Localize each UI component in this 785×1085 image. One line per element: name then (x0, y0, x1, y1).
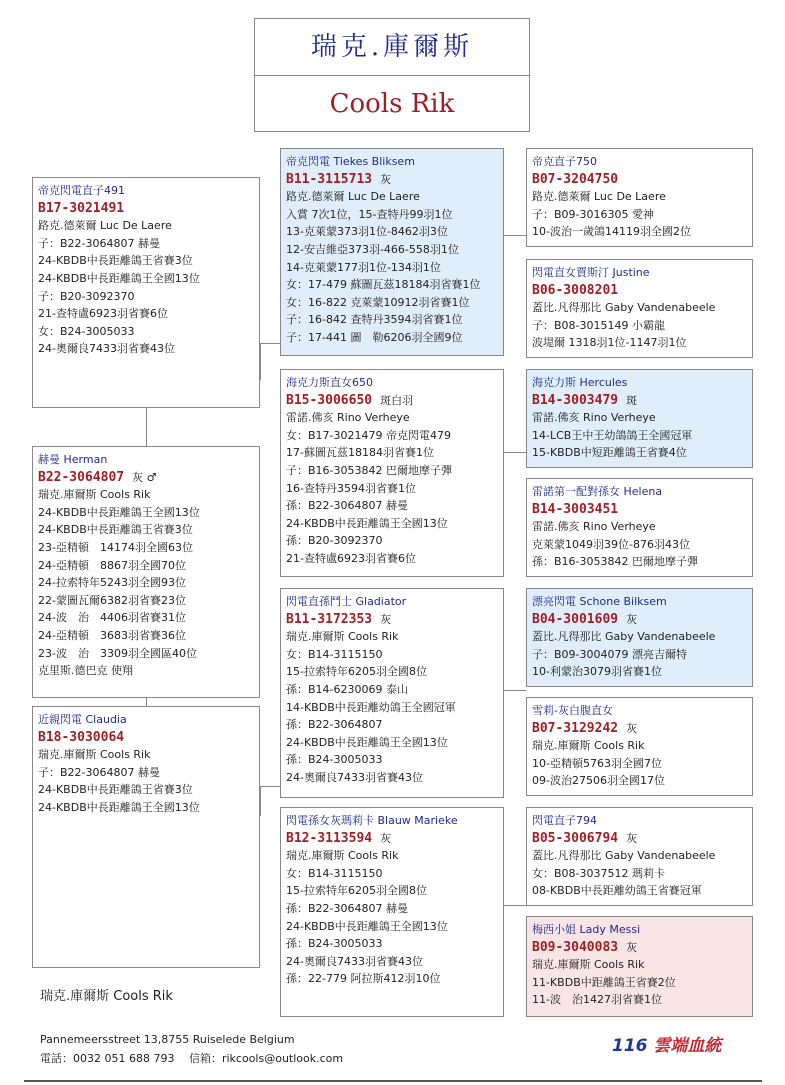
pigeon-name: 閃電直孫鬥士 Gladiator (286, 595, 407, 608)
sire-box (32, 177, 260, 408)
ring-number: B17-3021491 (38, 200, 125, 216)
pigeon-name: 漂亮閃電 Schone Bilksem (532, 595, 667, 608)
great-grandsire-4-box (526, 807, 753, 906)
plumage-color: 灰 ♂ (132, 470, 157, 484)
granddam-2-box (280, 807, 504, 1017)
pedigree-line: 子：B22-3064807 赫曼 (38, 765, 160, 779)
pedigree-line: 子：B09-3016305 愛神 (532, 207, 654, 221)
connector-line (260, 343, 261, 380)
pigeon-name: 帝克閃電直子491 (38, 184, 125, 197)
pedigree-line: 孫：B16-3053842 巴爾地摩子彈 (532, 555, 698, 569)
connector-line (146, 408, 147, 446)
pigeon-name: 閃電孫女灰瑪莉卡 Blauw Marieke (286, 814, 458, 827)
ring-number: B07-3129242 (532, 720, 619, 736)
plumage-color: 灰 (380, 612, 392, 626)
pedigree-line: 子：16-842 查特丹3594羽省賽1位 (286, 313, 463, 327)
pedigree-line: 路克.德萊爾 Luc De Laere (38, 219, 172, 233)
pedigree-line: 12-安吉維亞373羽-466-558羽1位 (286, 242, 459, 256)
pedigree-line: 雷諾.佛亥 Rino Verheye (532, 520, 656, 534)
ring-number: B22-3064807 (38, 469, 125, 485)
pedigree-line: 10-亞精頓5763羽全國7位 (532, 756, 662, 770)
plumage-color: 灰 (626, 612, 638, 626)
connector-line (504, 452, 526, 453)
pedigree-line: 13-克萊蒙373羽1位-8462羽3位 (286, 225, 448, 239)
pedigree-lines (38, 486, 254, 680)
plumage-color: 灰 (380, 831, 392, 845)
pedigree-line: 瑞克.庫爾斯 Cools Rik (286, 849, 399, 863)
pedigree-line: 孫：B20-3092370 (286, 534, 383, 548)
pedigree-line: 女：16-822 克萊蒙10912羽省賽1位 (286, 295, 470, 309)
pedigree-line: 24-拉索特年5243羽全國93位 (38, 576, 186, 590)
pigeon-name: 赫曼 Herman (38, 453, 108, 466)
pigeon-name: 近親閃電 Claudia (38, 713, 127, 726)
pedigree-line: 波堤爾 1318羽1位-1147羽1位 (532, 336, 687, 350)
pedigree-line: 子：17-441 圖 勒6206羽全國9位 (286, 330, 463, 344)
ring-number: B09-3040083 (532, 939, 619, 955)
pedigree-line: 21-查特盧6923羽省賽6位 (286, 551, 416, 565)
ring-number: B12-3113594 (286, 830, 373, 846)
logo-number: 116 (612, 1036, 648, 1056)
great-grandsire-2-box (526, 369, 753, 468)
pedigree-line: 14-LCB王中王幼鴿鴿王全國冠軍 (532, 428, 693, 442)
dam-box (32, 706, 260, 968)
pedigree-line: 24-KBDB中長距離鴿王省賽3位 (38, 783, 193, 797)
pedigree-line: 蓋比.凡得那比 Gaby Vandenabeele (532, 630, 716, 644)
pedigree-line: 24-奧爾良7433羽省賽43位 (286, 954, 423, 968)
pedigree-line: 瑞克.庫爾斯 Cools Rik (532, 958, 645, 972)
connector-line (504, 235, 526, 236)
ring-number: B06-3008201 (532, 282, 619, 298)
granddam-1-box (280, 369, 504, 577)
subject-box (32, 446, 260, 698)
ring-number: B15-3006650 (286, 392, 373, 408)
title-english: Cools Rik (329, 89, 455, 119)
pedigree-line: 女：B08-3037512 瑪莉卡 (532, 866, 665, 880)
plumage-color: 灰 (380, 172, 392, 186)
pigeon-name: 帝克直子750 (532, 155, 597, 168)
logo-text: 雲端血統 (653, 1036, 722, 1056)
ring-number: B11-3115713 (286, 171, 373, 187)
pedigree-line: 15-KBDB中短距離鴿王省賽4位 (532, 446, 687, 460)
pedigree-line: 孫：22-779 阿拉斯412羽10位 (286, 972, 441, 986)
pigeon-name: 雷諾第一配對孫女 Helena (532, 485, 663, 498)
pedigree-line: 08-KBDB中長距離幼鴿王省賽冠軍 (532, 884, 702, 898)
pedigree-line: 孫：B22-3064807 赫曼 (286, 901, 408, 915)
pedigree-line: 瑞克.庫爾斯 Cools Rik (532, 739, 645, 753)
pigeon-name: 雪莉-灰白腹直女 (532, 704, 613, 717)
brand-logo (612, 1031, 721, 1056)
pedigree-line: 24-波 治 4406羽省賽31位 (38, 611, 186, 625)
pigeon-name: 海克力斯 Hercules (532, 376, 628, 389)
plumage-color: 斑白羽 (380, 393, 414, 407)
great-grandsire-3-box (526, 588, 753, 687)
connector-line (146, 698, 147, 706)
pedigree-line: 女：B24-3005033 (38, 324, 135, 338)
pigeon-name: 海克力斯直女650 (286, 376, 373, 389)
pedigree-line: 孫：B22-3064807 赫曼 (286, 499, 408, 513)
connector-line (504, 690, 526, 691)
plumage-color: 灰 (626, 721, 638, 735)
pedigree-line: 蓋比.凡得那比 Gaby Vandenabeele (532, 301, 716, 315)
ring-number: B14-3003451 (532, 501, 619, 517)
pedigree-line: 孫：B22-3064807 (286, 718, 383, 732)
pedigree-line: 雷諾.佛亥 Rino Verheye (286, 411, 410, 425)
grandsire-1-box (280, 148, 504, 356)
pedigree-line: 瑞克.庫爾斯 Cools Rik (38, 488, 151, 502)
pedigree-line: 克萊蒙1049羽39位-876羽43位 (532, 537, 690, 551)
pigeon-name: 閃電直子794 (532, 814, 597, 827)
pedigree-line: 15-拉索特年6205羽全國8位 (286, 665, 427, 679)
great-granddam-2-box (526, 478, 753, 577)
pedigree-line: 11-KBDB中距離鴿王省賽2位 (532, 975, 676, 989)
pedigree-line: 22-蒙圖瓦爾6382羽省賽23位 (38, 593, 186, 607)
plumage-color: 斑 (626, 393, 638, 407)
pedigree-line: 女：17-479 蘇圖瓦茲18184羽省賽1位 (286, 278, 481, 292)
pedigree-line: 24-亞精頓 3683羽省賽36位 (38, 628, 186, 642)
pedigree-line: 24-KBDB中長距離鴿王全國13位 (38, 505, 200, 519)
connector-line (504, 905, 526, 906)
great-granddam-3-box (526, 697, 753, 796)
great-granddam-1-box (526, 259, 753, 358)
pedigree-line: 蓋比.凡得那比 Gaby Vandenabeele (532, 849, 716, 863)
pedigree-line: 11-波 治1427羽省賽1位 (532, 993, 662, 1007)
pedigree-line: 23-亞精頓 14174羽全國63位 (38, 540, 193, 554)
bottom-divider (24, 1080, 762, 1082)
pedigree-line: 24-奧爾良7433羽省賽43位 (38, 342, 175, 356)
pedigree-line: 24-KBDB中長距離鴿王全國13位 (286, 735, 448, 749)
pedigree-line: 23-波 治 3309羽全國區40位 (38, 646, 197, 660)
pedigree-line: 14-克萊蒙177羽1位-134羽1位 (286, 260, 441, 274)
pedigree-line: 24-KBDB中長距離鴿王全國13位 (38, 800, 200, 814)
pedigree-line: 10-利蒙治3079羽省賽1位 (532, 665, 662, 679)
pedigree-line: 女：B17-3021479 帝克閃電479 (286, 428, 451, 442)
plumage-color: 灰 (626, 940, 638, 954)
ring-number: B04-3001609 (532, 611, 619, 627)
connector-line (260, 786, 280, 787)
pedigree-line: 15-拉索特年6205羽全國8位 (286, 884, 427, 898)
pedigree-line: 雷諾.佛亥 Rino Verheye (532, 411, 656, 425)
pedigree-line: 24-KBDB中長距離鴿王全國13位 (38, 271, 200, 285)
pigeon-name: 梅西小姐 Lady Messi (532, 923, 641, 936)
pedigree-line: 24-奧爾良7433羽省賽43位 (286, 770, 423, 784)
pedigree-line: 24-KBDB中長距離鴿王全國13位 (286, 919, 448, 933)
ring-number: B07-3204750 (532, 171, 619, 187)
pedigree-line: 子：B20-3092370 (38, 289, 135, 303)
connector-line (260, 786, 261, 816)
breeder-label: 瑞克.庫爾斯 Cools Rik (40, 989, 173, 1004)
ring-number: B05-3006794 (532, 830, 619, 846)
pedigree-line: 路克.德萊爾 Luc De Laere (532, 190, 666, 204)
pedigree-line: 24-亞精頓 8867羽全國70位 (38, 558, 186, 572)
pedigree-line: 子：B09-3004079 漂亮吉爾特 (532, 647, 687, 661)
pedigree-line: 女：B14-3115150 (286, 647, 383, 661)
pedigree-line: 24-KBDB中長距離鴿王全國13位 (286, 516, 448, 530)
pedigree-line: 17-蘇圖瓦茲18184羽省賽1位 (286, 446, 434, 460)
pedigree-line: 子：B16-3053842 巴爾地摩子彈 (286, 463, 452, 477)
pedigree-line: 子：B08-3015149 小霸龍 (532, 318, 665, 332)
grandsire-2-box (280, 588, 504, 798)
pigeon-name: 帝克閃電 Tiekes Bliksem (286, 155, 415, 168)
pedigree-line: 路克.德萊爾 Luc De Laere (286, 190, 420, 204)
pedigree-line: 16-查特丹3594羽省賽1位 (286, 481, 416, 495)
great-granddam-4-box (526, 916, 753, 1017)
plumage-color: 灰 (626, 831, 638, 845)
pedigree-line: 孫：B14-6230069 泰山 (286, 682, 408, 696)
pedigree-line: 瑞克.庫爾斯 Cools Rik (38, 748, 151, 762)
pedigree-line: 21-查特盧6923羽省賽6位 (38, 307, 168, 321)
pedigree-line: 10-波治一歲鴿14119羽全國2位 (532, 225, 691, 239)
footer-address: Pannemeersstreet 13,8755 Ruiselede Belgium (40, 1033, 295, 1046)
pedigree-lines (38, 217, 254, 358)
pedigree-lines (38, 746, 254, 816)
great-grandsire-1-box (526, 148, 753, 247)
pigeon-name: 閃電直女賈斯汀 Justine (532, 266, 650, 279)
pedigree-line: 入賞 7次1位，15-查特丹99羽1位 (286, 207, 453, 221)
title-chinese: 瑞克.庫爾斯 (255, 19, 529, 76)
pedigree-line: 瑞克.庫爾斯 Cools Rik (286, 630, 399, 644)
footer-contact: 電話：0032 051 688 793 信箱：rikcools@outlook.com (40, 1052, 344, 1065)
pedigree-line: 孫：B24-3005033 (286, 937, 383, 951)
pedigree-line: 女：B14-3115150 (286, 866, 383, 880)
pedigree-line: 14-KBDB中長距離幼鴿王全國冠軍 (286, 700, 456, 714)
pedigree-line: 子：B22-3064807 赫曼 (38, 236, 160, 250)
connector-line (260, 343, 280, 344)
ring-number: B11-3172353 (286, 611, 373, 627)
pedigree-line: 克里斯.德巴克 使翔 (38, 664, 133, 678)
title-box (254, 18, 530, 132)
pedigree-line: 孫：B24-3005033 (286, 753, 383, 767)
ring-number: B18-3030064 (38, 729, 125, 745)
pedigree-line: 09-波治27506羽全國17位 (532, 774, 665, 788)
ring-number: B14-3003479 (532, 392, 619, 408)
pedigree-line: 24-KBDB中長距離鴿王省賽3位 (38, 523, 193, 537)
pedigree-line: 24-KBDB中長距離鴿王省賽3位 (38, 254, 193, 268)
